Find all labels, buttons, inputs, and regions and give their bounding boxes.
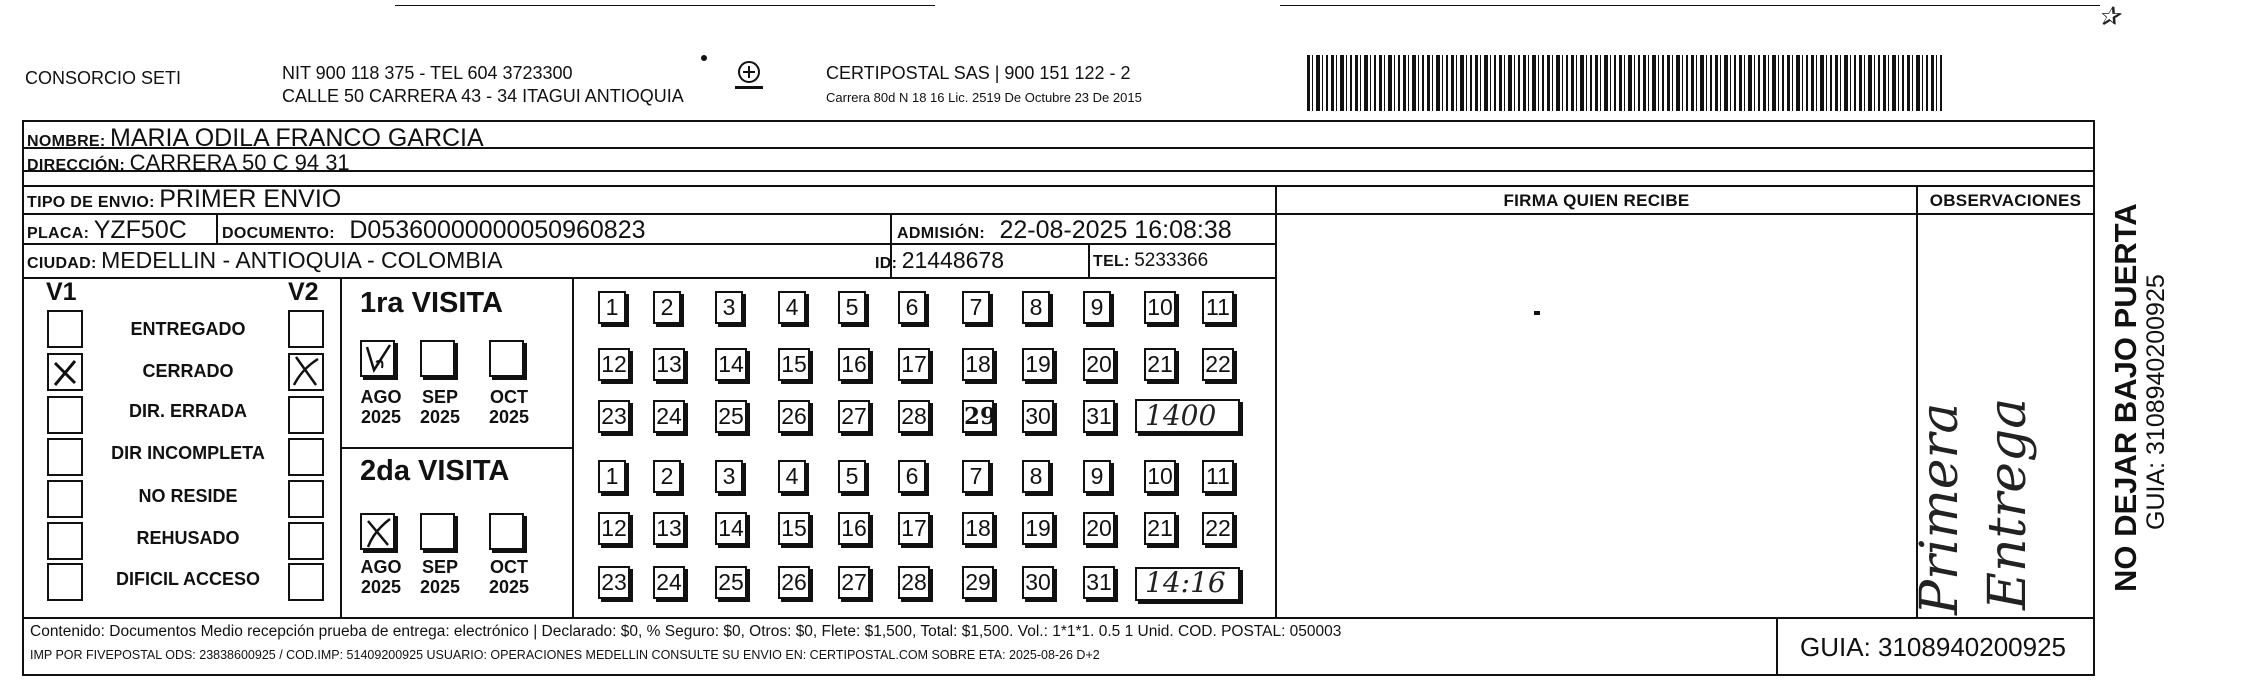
logo-dot [701, 55, 707, 61]
placa-row [27, 216, 187, 245]
footer-guia: GUIA: 3108940200925 [1800, 632, 2066, 662]
first-visit-day-4[interactable]: 4 [778, 291, 806, 324]
first-visit-day-14[interactable]: 14 [715, 348, 747, 381]
row-line [340, 447, 572, 449]
second-visit-day-11[interactable]: 11 [1202, 460, 1234, 493]
first-visit-day-12[interactable]: 12 [598, 348, 630, 381]
v2-checkbox-dir-incompleta[interactable] [288, 438, 324, 476]
v2-checkbox-no-reside[interactable] [288, 480, 324, 518]
second-visit-month-ago[interactable] [360, 513, 395, 550]
row-line [1277, 213, 2095, 215]
second-visit-day-26[interactable]: 26 [778, 566, 810, 599]
footer-imp: IMP POR FIVEPOSTAL ODS: 23838600925 / COD.IMP: 51409200925 USUARIO: OPERACIONES MEDELLIN CONSULTE SU ENVIO EN: CERTIPOSTAL.COM SOBRE ETA: 2025-08-26 D+2 [30, 648, 1100, 662]
no-dejar-bajo-puerta: NO DEJAR BAJO PUERTA [2108, 203, 2143, 592]
first-visit-day-11[interactable]: 11 [1202, 291, 1234, 324]
second-visit-day-13[interactable]: 13 [653, 512, 685, 545]
barcode [1307, 55, 1942, 111]
second-visit-day-23[interactable]: 23 [598, 566, 630, 599]
license-line: Carrera 80d N 18 16 Lic. 2519 De Octubre 23 De 2015 [826, 90, 1142, 105]
row-line [22, 277, 1277, 279]
first-visit-day-19[interactable]: 19 [1022, 348, 1054, 381]
second-visit-day-17[interactable]: 17 [898, 512, 930, 545]
col-line [1275, 185, 1277, 617]
certipostal-logo [732, 58, 766, 92]
v1-checkbox-no-reside[interactable] [47, 480, 83, 518]
status-rehusado: REHUSADO [136, 528, 240, 548]
id-label: ID: [875, 255, 898, 272]
col-line [2093, 147, 2095, 617]
status-dir-incompleta: DIR INCOMPLETA [111, 443, 265, 463]
certipostal-line: CERTIPOSTAL SAS | 900 151 122 - 2 [826, 63, 1131, 83]
second-visit-day-2[interactable]: 2 [653, 460, 681, 493]
documento-label: DOCUMENTO: [222, 225, 335, 242]
observaciones-header: OBSERVACIONES [1929, 191, 2082, 210]
admision-label: ADMISIÓN: [897, 225, 986, 242]
col-line [572, 277, 574, 617]
first-visit-month-ago[interactable] [360, 340, 395, 377]
first-visit-day-9[interactable]: 9 [1083, 291, 1111, 324]
footer-contenido: Contenido: Documentos Medio recepción prueba de entrega: electrónico | Declarado: $0, % Seguro: $0, Otros: $0, Flete: $1,500, Total: $1,500. Vol.: 1*1*1. 0.5 1 Unid. COD. POSTAL: 050003 [30, 623, 1342, 640]
first-visit-day-25[interactable]: 25 [715, 400, 747, 433]
observaciones-handwriting-2: Entrega [1978, 397, 2038, 610]
second-visit-day-3[interactable]: 3 [715, 460, 743, 493]
first-visit-day-17[interactable]: 17 [898, 348, 930, 381]
second-visit-day-28[interactable]: 28 [898, 566, 930, 599]
second-visit-day-15[interactable]: 15 [778, 512, 810, 545]
second-visit-day-27[interactable]: 27 [838, 566, 870, 599]
first-visit-time: 1400 [1145, 399, 1217, 432]
first-visit-day-30[interactable]: 30 [1022, 400, 1054, 433]
second-visit-day-18[interactable]: 18 [962, 512, 994, 545]
first-visit-label-oct: OCT 2025 [488, 387, 530, 427]
tipo-label: TIPO DE ENVIO: [27, 194, 155, 211]
corner-mark: ✰ [2098, 2, 2120, 32]
ciudad-label: CIUDAD: [27, 255, 97, 272]
row-line [22, 617, 2095, 619]
first-visit-day-5[interactable]: 5 [838, 291, 866, 324]
company-name: CONSORCIO SETI [25, 68, 182, 88]
v2-label: V2 [288, 278, 319, 306]
first-visit-day-10[interactable]: 10 [1144, 291, 1176, 324]
ciudad-row [27, 247, 502, 274]
first-visit-day-20[interactable]: 20 [1083, 348, 1115, 381]
first-visit-month-oct[interactable] [489, 340, 524, 377]
second-visit-day-20[interactable]: 20 [1083, 512, 1115, 545]
first-visit-day-6[interactable]: 6 [898, 291, 926, 324]
second-visit-day-24[interactable]: 24 [653, 566, 685, 599]
nombre-row [27, 124, 484, 153]
second-visit-day-31[interactable]: 31 [1083, 566, 1115, 599]
admision-row [897, 216, 1232, 245]
second-visit-day-30[interactable]: 30 [1022, 566, 1054, 599]
direccion-value: CARRERA 50 C 94 31 [129, 150, 350, 175]
second-visit-day-10[interactable]: 10 [1144, 460, 1176, 493]
v1-checkbox-dir-errada[interactable] [47, 396, 83, 434]
second-visit-label-ago: AGO 2025 [360, 557, 402, 597]
status-dir-errada: DIR. ERRADA [128, 401, 247, 421]
first-visit-label-ago: AGO 2025 [360, 387, 402, 427]
first-visit-day-22[interactable]: 22 [1202, 348, 1234, 381]
tipo-value: PRIMER ENVIO [159, 185, 342, 213]
second-visit-time: 14:16 [1145, 566, 1226, 599]
first-visit-day-26[interactable]: 26 [778, 400, 810, 433]
first-visit-time-box[interactable] [1135, 399, 1240, 433]
tel-value: 5233366 [1134, 250, 1209, 271]
v2-checkbox-entregado[interactable] [288, 310, 324, 348]
top-rule-right [1280, 5, 2100, 6]
first-visit-day-7[interactable]: 7 [962, 291, 990, 324]
col-line [1088, 243, 1090, 277]
second-visit-day-16[interactable]: 16 [838, 512, 870, 545]
first-visit-day-24[interactable]: 24 [653, 400, 685, 433]
second-visit-day-14[interactable]: 14 [715, 512, 747, 545]
status-cerrado: CERRADO [142, 361, 234, 381]
first-visit-day-27[interactable]: 27 [838, 400, 870, 433]
first-visit-day-2[interactable]: 2 [653, 291, 681, 324]
tel-row [1093, 250, 1208, 272]
first-visit-day-16[interactable]: 16 [838, 348, 870, 381]
second-visit-day-4[interactable]: 4 [778, 460, 806, 493]
direccion-label: DIRECCIÓN: [27, 157, 126, 174]
second-visit-day-1[interactable]: 1 [598, 460, 626, 493]
id-value: 21448678 [901, 247, 1005, 273]
second-visit-label-oct: OCT 2025 [488, 557, 530, 597]
v1-checkbox-dificil-acceso[interactable] [47, 563, 83, 601]
first-visit-label-sep: SEP 2025 [419, 387, 461, 427]
second-visit-day-12[interactable]: 12 [598, 512, 630, 545]
tipo-row [27, 185, 341, 214]
placa-label: PLACA: [27, 225, 90, 242]
v2-checkbox-cerrado[interactable] [288, 353, 324, 391]
v1-checkbox-dir-incompleta[interactable] [47, 438, 83, 476]
id-row [875, 247, 1004, 274]
second-visit-day-5[interactable]: 5 [838, 460, 866, 493]
side-guia: GUIA: 3108940200925 [2142, 274, 2170, 530]
admision-value: 22-08-2025 16:08:38 [999, 216, 1232, 244]
nit-line: NIT 900 118 375 - TEL 604 3723300 [282, 63, 573, 83]
v1-checkbox-cerrado[interactable] [47, 353, 83, 391]
first-visit-day-23[interactable]: 23 [598, 400, 630, 433]
second-visit-time-box[interactable] [1135, 567, 1240, 601]
first-visit-day-28[interactable]: 28 [898, 400, 930, 433]
first-visit-day-13[interactable]: 13 [653, 348, 685, 381]
documento-row [222, 216, 646, 245]
second-visit-title: 2da VISITA [360, 455, 510, 487]
second-visit-day-6[interactable]: 6 [898, 460, 926, 493]
v2-checkbox-dir-errada[interactable] [288, 396, 324, 434]
documento-value: D05360000000050960823 [349, 216, 646, 244]
v2-checkbox-rehusado[interactable] [288, 522, 324, 560]
ciudad-value: MEDELLIN - ANTIOQUIA - COLOMBIA [101, 247, 503, 273]
second-visit-month-oct[interactable] [489, 513, 524, 550]
second-visit-day-25[interactable]: 25 [715, 566, 747, 599]
address-line: CALLE 50 CARRERA 43 - 34 ITAGUI ANTIOQUIA [282, 86, 684, 106]
second-visit-day-8[interactable]: 8 [1022, 460, 1050, 493]
second-visit-day-9[interactable]: 9 [1083, 460, 1111, 493]
v1-label: V1 [46, 278, 77, 306]
first-visit-month-sep[interactable] [420, 340, 455, 377]
direccion-row [27, 150, 350, 176]
v1-checkbox-rehusado[interactable] [47, 522, 83, 560]
status-entregado: ENTREGADO [130, 319, 246, 339]
observaciones-handwriting-1: Primera [1910, 402, 1970, 615]
first-visit-day-31[interactable]: 31 [1083, 400, 1115, 433]
nombre-value: MARIA ODILA FRANCO GARCIA [110, 124, 484, 152]
firma-header: FIRMA QUIEN RECIBE [1503, 191, 1690, 210]
first-visit-day-3[interactable]: 3 [715, 291, 743, 324]
second-visit-label-sep: SEP 2025 [419, 557, 461, 597]
nombre-label: NOMBRE: [27, 133, 106, 150]
signature-mark [1534, 311, 1540, 315]
first-visit-day-18[interactable]: 18 [962, 348, 994, 381]
tel-label: TEL: [1093, 253, 1130, 270]
second-visit-day-7[interactable]: 7 [962, 460, 990, 493]
first-visit-day-1[interactable]: 1 [598, 291, 626, 324]
v1-checkbox-entregado[interactable] [47, 310, 83, 348]
first-visit-title: 1ra VISITA [360, 287, 503, 319]
first-visit-day-29[interactable]: 29 [962, 400, 994, 433]
col-line [1776, 617, 1778, 676]
top-rule [395, 5, 935, 6]
second-visit-month-sep[interactable] [420, 513, 455, 550]
second-visit-day-22[interactable]: 22 [1202, 512, 1234, 545]
second-visit-day-29[interactable]: 29 [962, 566, 994, 599]
status-dificil-acceso: DIFICIL ACCESO [115, 569, 260, 589]
first-visit-day-15[interactable]: 15 [778, 348, 810, 381]
first-visit-day-21[interactable]: 21 [1144, 348, 1176, 381]
status-no-reside: NO RESIDE [138, 486, 238, 506]
placa-value: YZF50C [93, 216, 187, 244]
v2-checkbox-dificil-acceso[interactable] [288, 563, 324, 601]
second-visit-day-19[interactable]: 19 [1022, 512, 1054, 545]
second-visit-day-21[interactable]: 21 [1144, 512, 1176, 545]
first-visit-day-8[interactable]: 8 [1022, 291, 1050, 324]
col-line [216, 213, 218, 243]
